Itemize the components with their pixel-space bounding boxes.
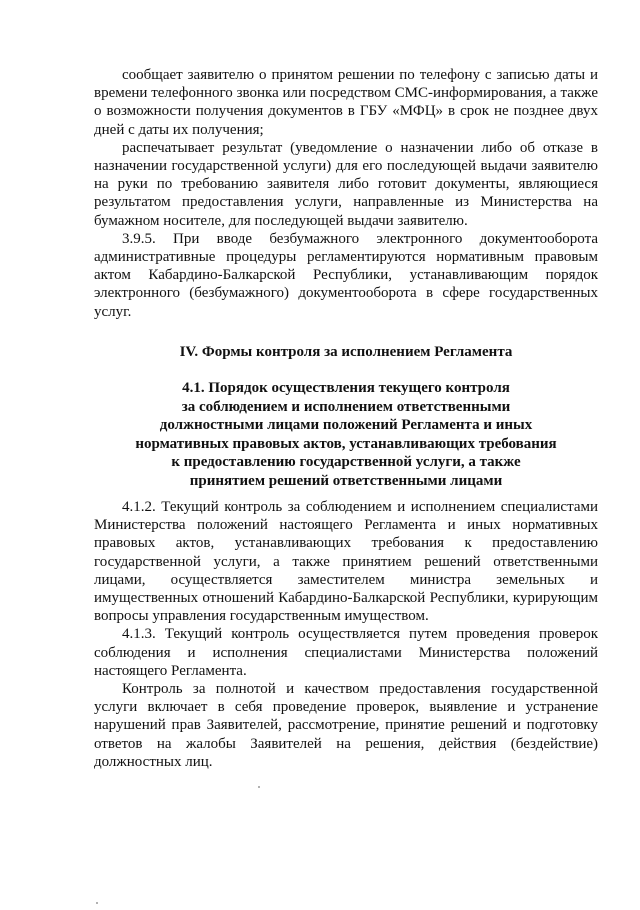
subsection-heading-line: 4.1. Порядок осуществления текущего контроля xyxy=(182,380,510,396)
paragraph-quality-control: Контроль за полнотой и качеством предоставления государственной услуги включает в себя проведение проверок, выявление и устранение нарушений прав Заявителей, рассмотрение, принятие решений и подготовку ответов на жалобы Заявителей на решения, действия (бездействие) должностных лиц. xyxy=(94,681,598,770)
paragraph-4-1-2: 4.1.2. Текущий контроль за соблюдением и исполнением специалистами Министерства положений настоящего Регламента и иных нормативных правовых актов, устанавливающих требования к предоставлению государственной услуги, а также принятием решений ответственными лицами, осуществляется заместителем министра земельных и имущественных отношений Кабардино-Балкарской Республики, курирующим вопросы управления государственным имуществом. xyxy=(94,499,598,625)
subsection-heading-line: к предоставлению государственной услуги, а также xyxy=(171,454,521,470)
section-heading-block xyxy=(94,343,598,361)
scan-speck xyxy=(96,902,98,904)
subsection-heading-line: должностными лицами положений Регламента и иных xyxy=(159,417,533,433)
subsection-heading-block xyxy=(94,379,598,490)
scan-speck xyxy=(258,786,260,788)
paragraph-notify-applicant: сообщает заявителю о принятом решении по телефону с записью даты и времени телефонного звонка или посредством СМС-информирования, а также о возможности получения документов в ГБУ «МФЦ» в срок не позднее двух дней с даты их получения; xyxy=(94,67,598,138)
paragraph-3-9-5: 3.9.5. При вводе безбумажного электронного документооборота административные процедуры регламентируются нормативным правовым актом Кабардино-Балкарской Республики, устанавливающим порядок электронного (безбумажного) документооборота в сфере государственных услуг. xyxy=(94,230,598,320)
text-block-top xyxy=(94,66,598,321)
subsection-heading-line: нормативных правовых актов, устанавливающих требования xyxy=(135,435,557,452)
subsection-heading xyxy=(94,379,598,490)
subsection-heading-line: принятием решений ответственными лицами xyxy=(189,472,503,489)
section-heading: IV. Формы контроля за исполнением Регламента xyxy=(179,344,513,360)
text-block-bottom xyxy=(94,498,598,771)
subsection-heading-line: за соблюдением и исполнением ответственными xyxy=(181,398,511,415)
paragraph-print-result: распечатывает результат (уведомление о назначении либо об отказе в назначении государственной услуги) для его последующей выдачи заявителю на руки по требованию заявителя либо готовит документы, являющиеся результатом предоставления услуги, направленные из Министерства на бумажном носителе, для последующей выдачи заявителю. xyxy=(94,139,598,229)
paragraph-4-1-3: 4.1.3. Текущий контроль осуществляется путем проведения проверок соблюдения и исполнения специалистами Министерства положений настоящего Регламента. xyxy=(94,626,598,679)
